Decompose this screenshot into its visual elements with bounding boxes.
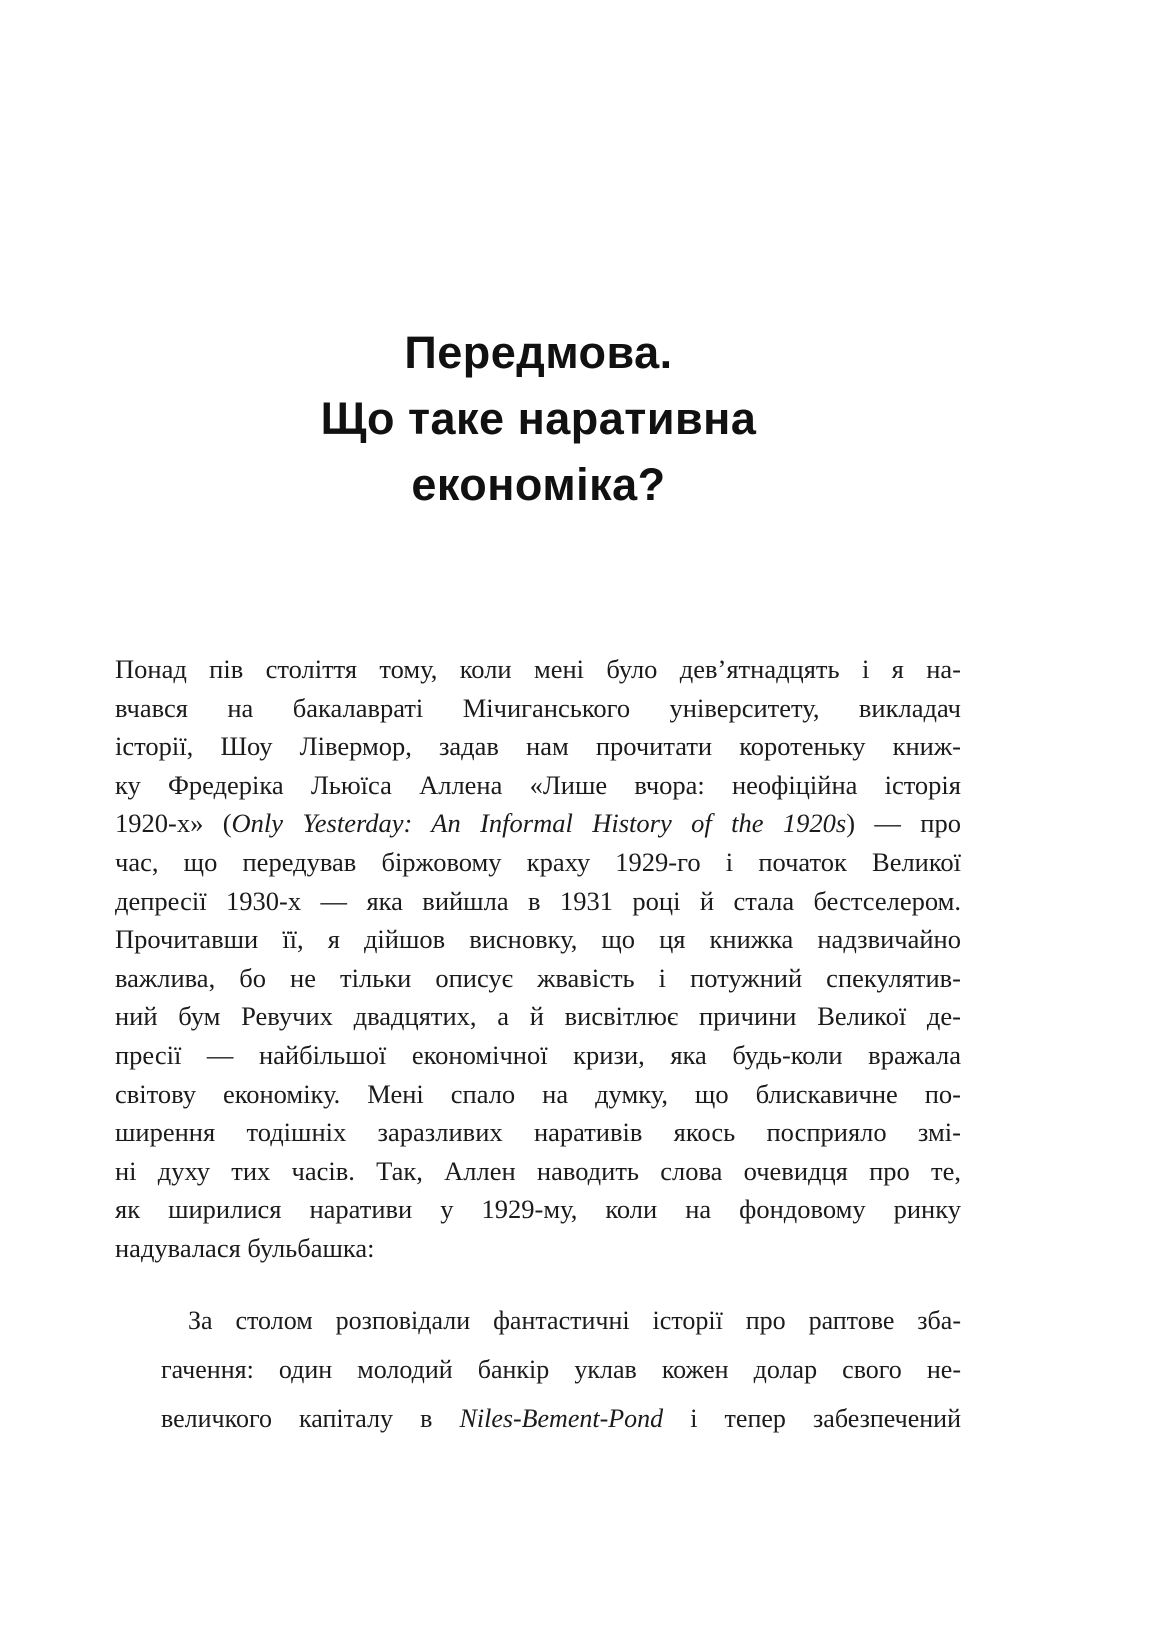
quote-line-segment: гачення: один молодий банкір уклав кожен долар свого не- [161,1355,961,1384]
body-line-segment: вчався на бакалавраті Мічиганського університету, викладач [115,692,961,723]
body-line [115,689,961,728]
body-line [115,766,961,805]
body-line-segment: 1920-х» ( [115,808,232,839]
body-line [115,1190,961,1229]
body-line [115,650,961,689]
body-line-segment: світову економіку. Мені спало на думку, що блискавичне по- [115,1078,961,1109]
body-line [115,843,961,882]
body-line-segment: як ширилися наративи у 1929-му, коли на фондовому ринку [115,1194,961,1225]
body-line [115,997,961,1036]
body-line [115,1075,961,1114]
quote-line-segment: і тепер забезпечений [663,1404,961,1433]
body-line-segment: депресії 1930-х — яка вийшла в 1931 році й стала бестселером. [115,885,961,916]
body-line [115,1036,961,1075]
body-line [115,959,961,998]
body-line-segment: важлива, бо не тільки описує жвавість і потужний спекулятив- [115,962,961,993]
body-line-segment: Понад пів століття тому, коли мені було дев’ятнадцять і я на- [115,654,961,684]
body-line-segment: ні духу тих часів. Так, Аллен наводить слова очевидця про те, [115,1155,961,1186]
body-line [115,1229,961,1268]
block-quote [161,1296,961,1443]
quote-line [161,1345,961,1394]
body-line-segment: ний бум Ревучих двадцятих, а й висвітлює причини Великої де- [115,1001,961,1032]
quote-line-italic-segment: Niles-Bement-Pond [459,1404,664,1433]
body-line-italic-segment: Only Yesterday: An Informal History of the 1920s [231,808,847,839]
body-line-segment: ширення тодішніх заразливих наративів якось посприяло змі- [115,1117,961,1148]
body-line [115,920,961,959]
body-paragraph [115,650,961,1268]
body-line-segment: ку Фредеріка Льюїса Аллена «Лише вчора: неофіційна історія [115,769,961,800]
body-line [115,727,961,766]
body-line [115,882,961,921]
body-line-segment: ) — про [846,808,961,839]
body-line [115,804,961,843]
body-line-segment: історії, Шоу Лівермор, задав нам прочитати коротеньку книж- [115,731,961,762]
chapter-title-line: Що таке наративна [320,393,757,444]
quote-line [161,1296,961,1345]
quote-line [161,1394,961,1443]
chapter-title-line: Передмова. [404,327,673,378]
body-line-segment: надувалася бульбашка: [115,1232,375,1263]
quote-line-segment: величкого капіталу в [161,1404,460,1433]
quote-line-segment: За столом розповідали фантастичні історії про раптове зба- [188,1306,961,1335]
body-line-segment: Прочитавши її, я дійшов висновку, що ця книжка надзвичайно [115,924,961,955]
body-line [115,1113,961,1152]
chapter-title-line: економіка? [411,459,666,510]
body-line-segment: пресії — найбільшої економічної кризи, яка будь-коли вражала [115,1039,961,1070]
body-line-segment: час, що передував біржовому краху 1929-го і початок Великої [115,846,961,877]
chapter-title [115,320,962,518]
body-line [115,1152,961,1191]
